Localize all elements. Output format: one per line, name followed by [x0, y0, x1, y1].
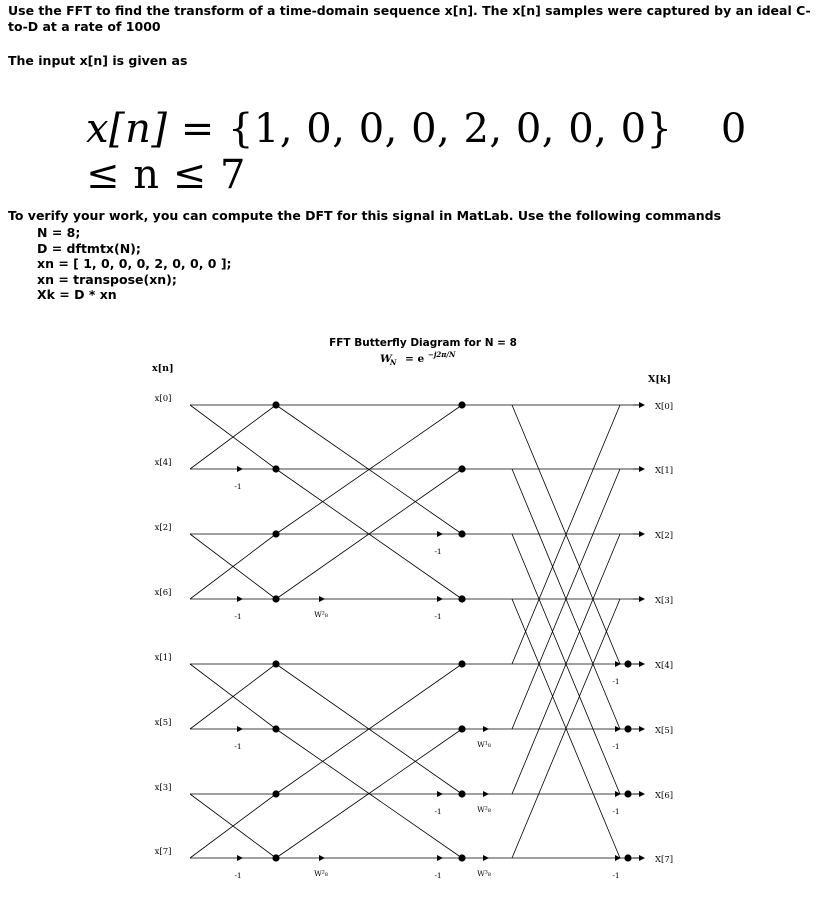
equation-range: 0 ≤ n ≤ 7 — [86, 106, 747, 198]
gain-arrow — [615, 661, 621, 667]
gain-arrow — [437, 596, 443, 602]
node-dot — [458, 401, 465, 408]
node-dot — [458, 660, 465, 667]
output-label: X[1] — [654, 466, 674, 476]
twiddle-arrow — [483, 855, 489, 861]
output-arrow — [639, 791, 645, 797]
gain-label: -1 — [612, 871, 620, 880]
intro-text: Use the FFT to find the transform of a time-domain sequence x[n]. The x[n] samples were captured by an ideal C-to-D at a rate of 1000 — [8, 3, 811, 34]
gain-arrow — [437, 791, 443, 797]
butterfly-marks — [155, 394, 673, 880]
gain-label: -1 — [234, 612, 242, 621]
output-arrow — [639, 726, 645, 732]
node-dot — [272, 790, 279, 797]
gain-label: -1 — [612, 677, 620, 686]
gain-arrow — [237, 726, 243, 732]
output-header: X[k] — [648, 374, 671, 385]
input-label: x[4] — [154, 458, 172, 468]
node-dot — [272, 854, 279, 861]
output-label: X[6] — [654, 791, 674, 801]
node-dot — [458, 790, 465, 797]
subtitle-exp: −j2π/N — [428, 350, 456, 359]
output-arrow — [639, 661, 645, 667]
butterfly-wires — [190, 405, 644, 858]
gain-arrow — [615, 791, 621, 797]
output-arrow — [639, 466, 645, 472]
node-dot — [272, 725, 279, 732]
subtitle-eq: = e — [405, 353, 425, 365]
equation-rhs: = {1, 0, 0, 0, 2, 0, 0, 0} — [180, 106, 673, 152]
subtitle-base: W — [380, 353, 392, 365]
node-dot — [272, 595, 279, 602]
output-arrow — [639, 531, 645, 537]
gain-label: -1 — [434, 871, 442, 880]
gain-label: -1 — [234, 742, 242, 751]
input-label: x[2] — [154, 523, 172, 533]
node-dot — [458, 725, 465, 732]
output-arrow — [639, 402, 645, 408]
gain-label: -1 — [612, 742, 620, 751]
gain-arrow — [615, 726, 621, 732]
output-label: X[2] — [654, 531, 674, 541]
twiddle-label: W²₈ — [314, 869, 328, 878]
twiddle-label: W²₈ — [477, 805, 491, 814]
node-dot — [624, 660, 631, 667]
verify-text: To verify your work, you can compute the DFT for this signal in MatLab. Use the following commands — [8, 208, 722, 223]
command-line: xn = transpose(xn); — [37, 271, 177, 287]
diagram-subtitle — [380, 350, 456, 367]
equation-lhs: x[n] — [86, 106, 168, 152]
node-dot — [458, 465, 465, 472]
gain-arrow — [437, 531, 443, 537]
output-arrow — [639, 855, 645, 861]
node-dot — [272, 660, 279, 667]
command-line: D = dftmtx(N); — [37, 240, 141, 256]
twiddle-label: W³₈ — [477, 869, 491, 878]
gain-label: -1 — [434, 807, 442, 816]
twiddle-arrow — [319, 596, 325, 602]
output-label: X[7] — [654, 855, 674, 865]
node-dot — [272, 465, 279, 472]
gain-arrow — [615, 855, 621, 861]
gain-arrow — [237, 466, 243, 472]
gain-label: -1 — [612, 807, 620, 816]
twiddle-label: W¹₈ — [477, 740, 491, 749]
command-line: Xk = D * xn — [37, 287, 117, 302]
given-text: The input x[n] is given as — [8, 53, 188, 68]
subtitle-sub: N — [390, 358, 397, 367]
node-dot — [624, 790, 631, 797]
gain-label: -1 — [234, 871, 242, 880]
gain-arrow — [237, 855, 243, 861]
output-label: X[4] — [654, 661, 674, 671]
output-label: X[3] — [654, 596, 674, 606]
gain-label: -1 — [234, 482, 242, 491]
output-arrow — [639, 596, 645, 602]
input-label: x[5] — [154, 718, 172, 728]
node-dot — [272, 401, 279, 408]
gain-label: -1 — [434, 612, 442, 621]
input-header: x[n] — [152, 363, 174, 374]
node-dot — [272, 530, 279, 537]
diagram-title: FFT Butterfly Diagram for N = 8 — [329, 337, 517, 349]
gain-label: -1 — [434, 547, 442, 556]
node-dot — [624, 854, 631, 861]
twiddle-arrow — [319, 855, 325, 861]
node-dot — [624, 725, 631, 732]
twiddle-arrow — [483, 726, 489, 732]
input-label: x[3] — [154, 783, 172, 793]
command-line: xn = [ 1, 0, 0, 0, 2, 0, 0, 0 ]; — [37, 256, 232, 271]
gain-arrow — [437, 855, 443, 861]
twiddle-label: W²₈ — [314, 610, 328, 619]
node-dot — [458, 530, 465, 537]
gain-arrow — [237, 596, 243, 602]
input-label: x[1] — [154, 653, 172, 663]
node-dot — [458, 595, 465, 602]
output-label: X[0] — [654, 402, 674, 412]
twiddle-arrow — [483, 791, 489, 797]
input-label: x[0] — [154, 394, 172, 404]
output-label: X[5] — [654, 726, 674, 736]
input-label: x[7] — [154, 847, 172, 857]
node-dot — [458, 854, 465, 861]
command-line: N = 8; — [37, 225, 81, 240]
input-label: x[6] — [154, 588, 172, 598]
